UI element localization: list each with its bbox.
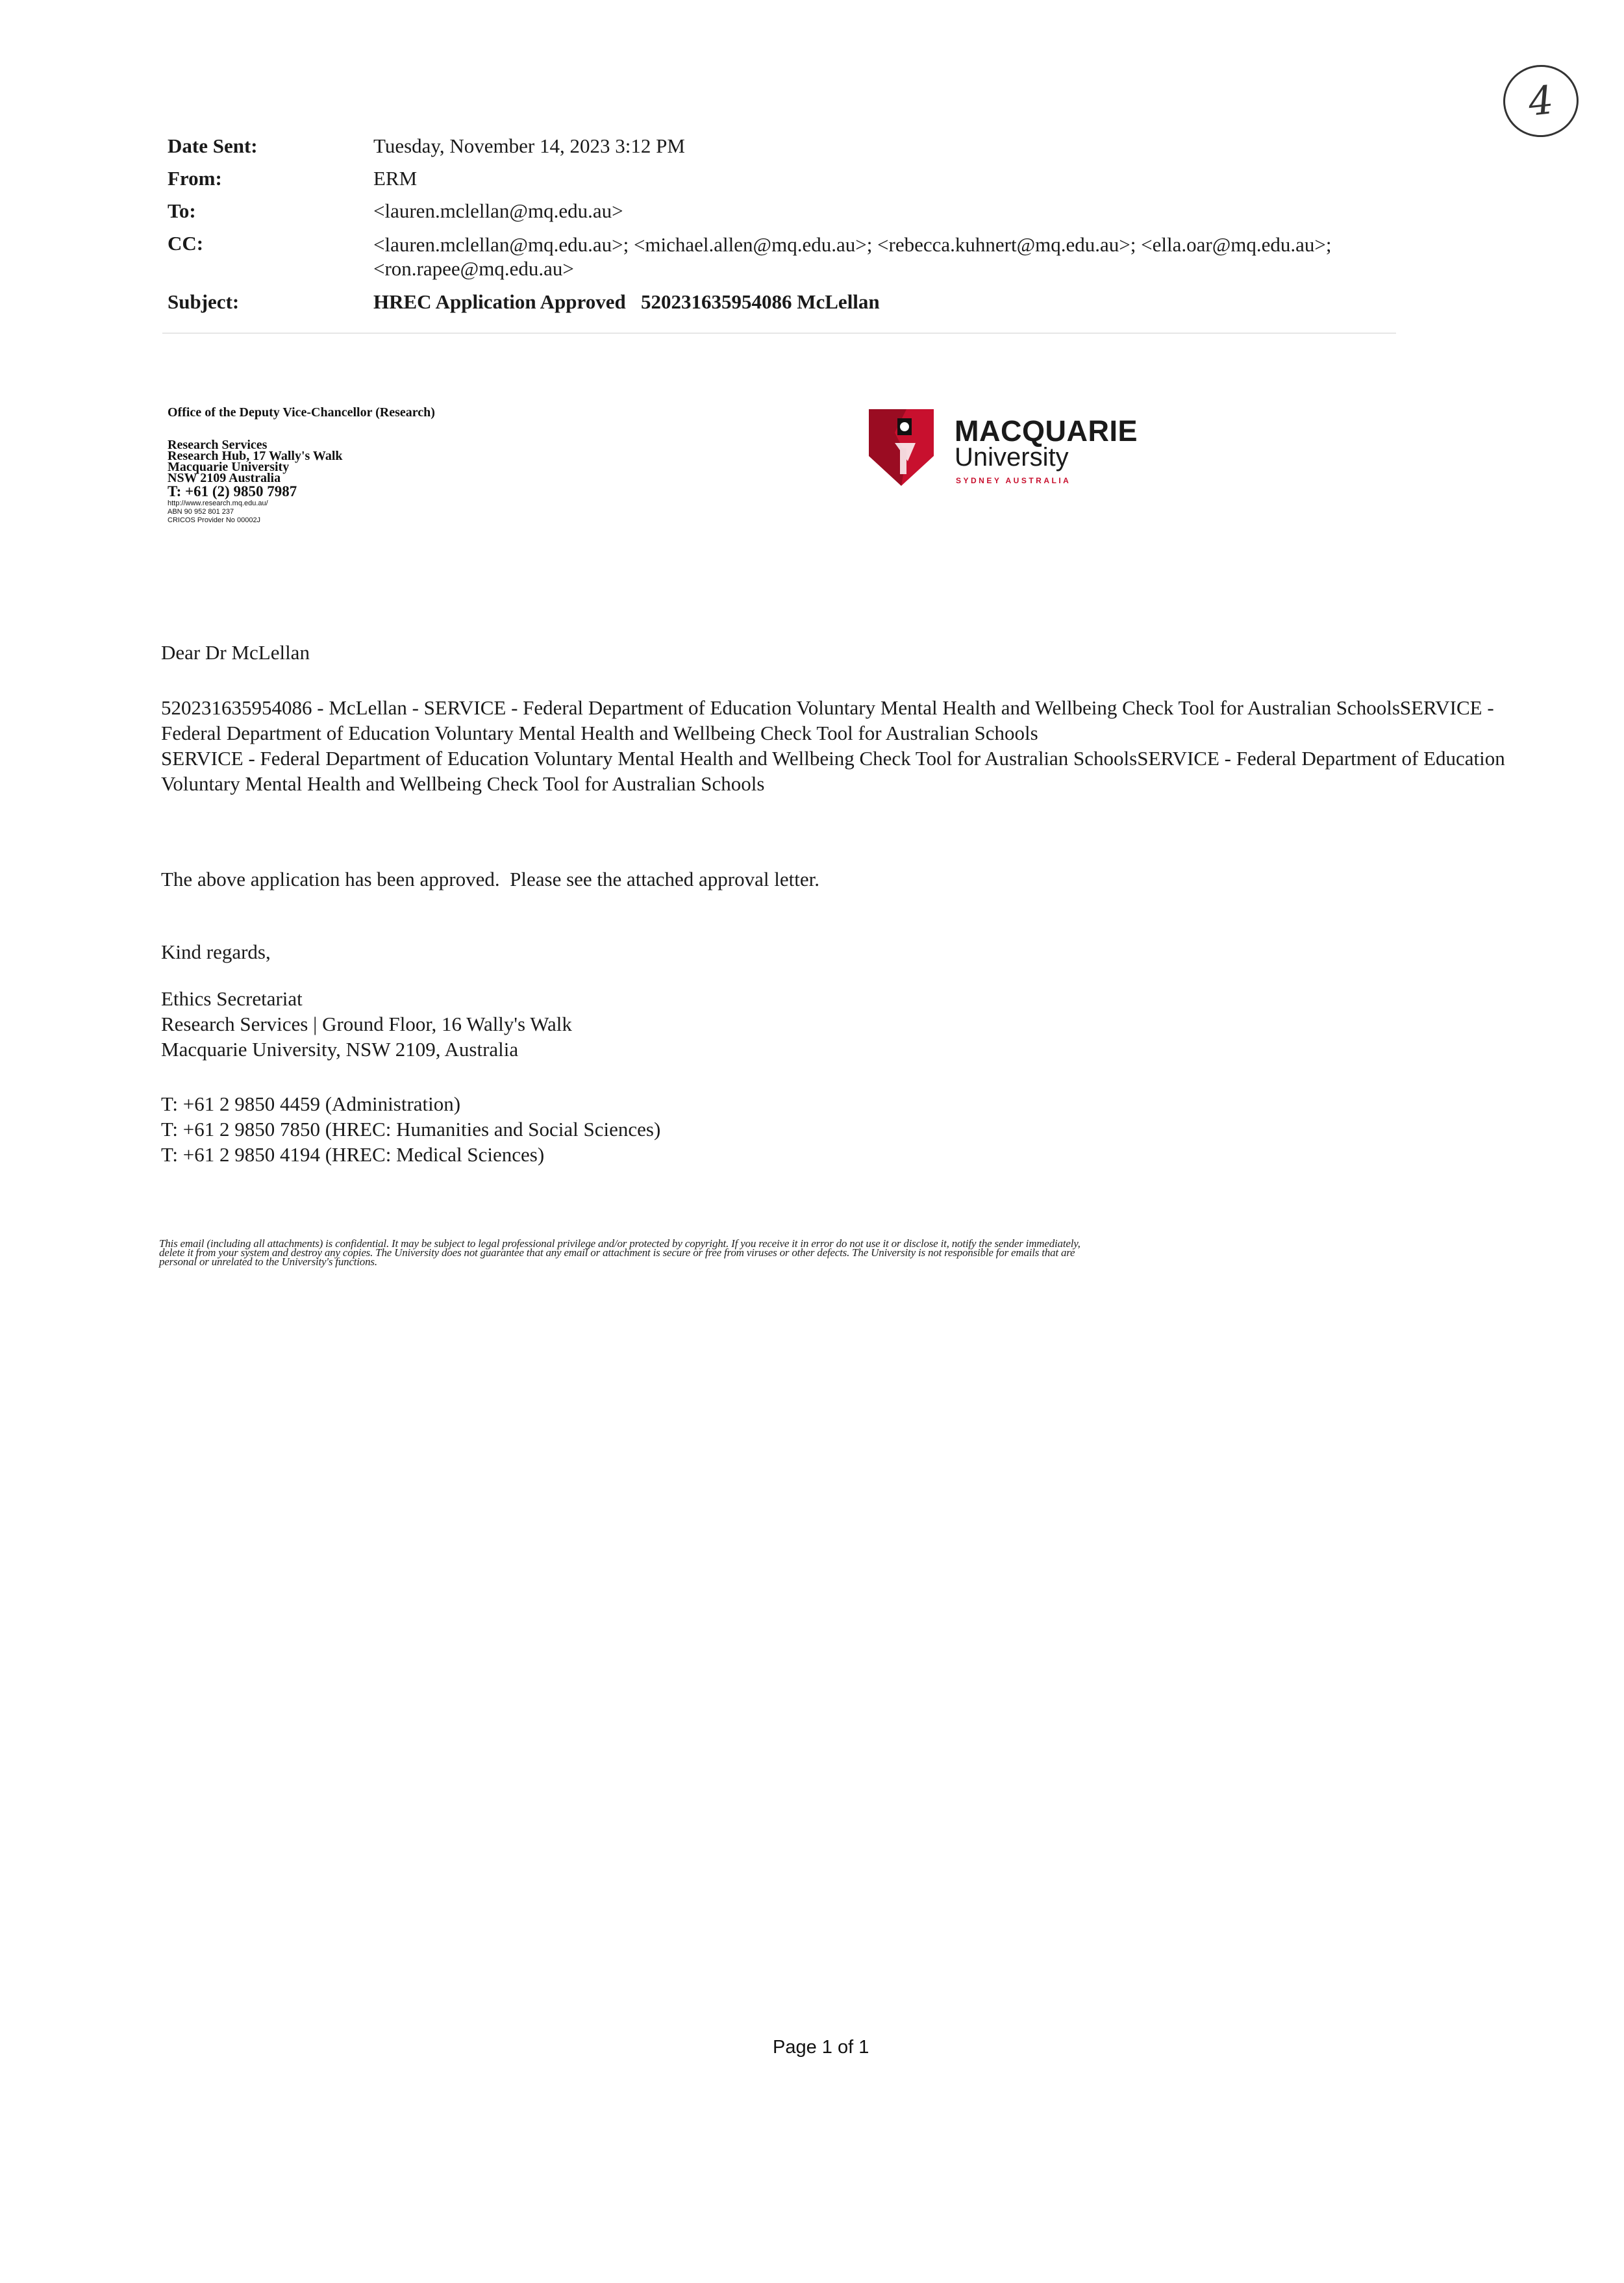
date-sent-value: Tuesday, November 14, 2023 3:12 PM [373, 134, 685, 157]
address-abn: ABN 90 952 801 237 [168, 508, 234, 516]
address-line: Research Services [168, 438, 268, 452]
signature-line: Research Services | Ground Floor, 16 Wally's Walk [161, 1013, 572, 1035]
cc-line-2: <ron.rapee@mq.edu.au> [373, 257, 574, 280]
title-line: 520231635954086 - McLellan - SERVICE - Federal Department of Education Voluntary Mental Health and Wellbeing Check Tool for Australian SchoolsSERVICE - [161, 696, 1494, 719]
from-label: From: [168, 167, 222, 190]
page-footer: Page 1 of 1 [773, 2037, 869, 2058]
phone-block [161, 1091, 1512, 1167]
logo-wordmark: MACQUARIE [955, 414, 1138, 448]
address-line: NSW 2109 Australia [168, 471, 281, 485]
logo-subtitle: University [955, 443, 1069, 472]
address-phone: T: +61 (2) 9850 7987 [168, 483, 297, 499]
office-title: Office of the Deputy Vice-Chancellor (Research) [168, 405, 435, 420]
page-number-mark: 4 [1500, 61, 1582, 141]
from-value: ERM [373, 167, 418, 190]
disclaimer-line: delete it from your system and destroy any copies. The University does not guarantee that any email or attachment is secure or free from viruses or other defects. The University is not responsible for emails that are [159, 1246, 1075, 1259]
header-divider [162, 333, 1396, 334]
cc-line-1: <lauren.mclellan@mq.edu.au>; <michael.allen@mq.edu.au>; <rebecca.kuhnert@mq.edu.au>; <ella.oar@mq.edu.au>; [373, 233, 1332, 256]
address-block [168, 440, 343, 525]
signature-block [161, 986, 1512, 1062]
title-line: Federal Department of Education Voluntary Mental Health and Wellbeing Check Tool for Australian Schools [161, 722, 1038, 744]
email-disclaimer [159, 1239, 1477, 1267]
signature-line: Ethics Secretariat [161, 987, 303, 1010]
phone-line: T: +61 2 9850 4459 (Administration) [161, 1092, 461, 1115]
to-value: <lauren.mclellan@mq.edu.au> [373, 199, 623, 222]
address-line: Research Hub, 17 Wally's Walk [168, 449, 343, 463]
date-sent-label: Date Sent: [168, 134, 258, 157]
disclaimer-line: personal or unrelated to the University's functions. [159, 1255, 377, 1268]
disclaimer-line: This email (including all attachments) is confidential. It may be subject to legal professional privilege and/or protected by copyright. If you receive it in error do not use it or disclose it, notify the sender immediately, [159, 1237, 1081, 1250]
phone-line: T: +61 2 9850 4194 (HREC: Medical Sciences) [161, 1143, 545, 1166]
subject-label: Subject: [168, 290, 240, 313]
phone-line: T: +61 2 9850 7850 (HREC: Humanities and Social Sciences) [161, 1118, 661, 1141]
greeting: Dear Dr McLellan [161, 641, 310, 664]
approval-message: The above application has been approved. Please see the attached approval letter. [161, 868, 819, 890]
closing: Kind regards, [161, 940, 271, 963]
address-line: Macquarie University [168, 460, 290, 474]
to-label: To: [168, 199, 196, 222]
address-cricos: CRICOS Provider No 00002J [168, 516, 261, 524]
macquarie-shield-logo-icon [869, 409, 934, 486]
signature-line: Macquarie University, NSW 2109, Australia [161, 1038, 519, 1061]
address-website: http://www.research.mq.edu.au/ [168, 499, 268, 507]
title-line: SERVICE - Federal Department of Education Voluntary Mental Health and Wellbeing Check Tool for Australian SchoolsSERVICE - Federal Department of Education [161, 747, 1505, 770]
subject-value: HREC Application Approved 520231635954086 McLellan [373, 290, 880, 313]
title-line: Voluntary Mental Health and Wellbeing Check Tool for Australian Schools [161, 772, 765, 795]
logo-tagline: SYDNEY AUSTRALIA [956, 476, 1071, 485]
application-title [161, 695, 1512, 796]
cc-label: CC: [168, 232, 204, 255]
